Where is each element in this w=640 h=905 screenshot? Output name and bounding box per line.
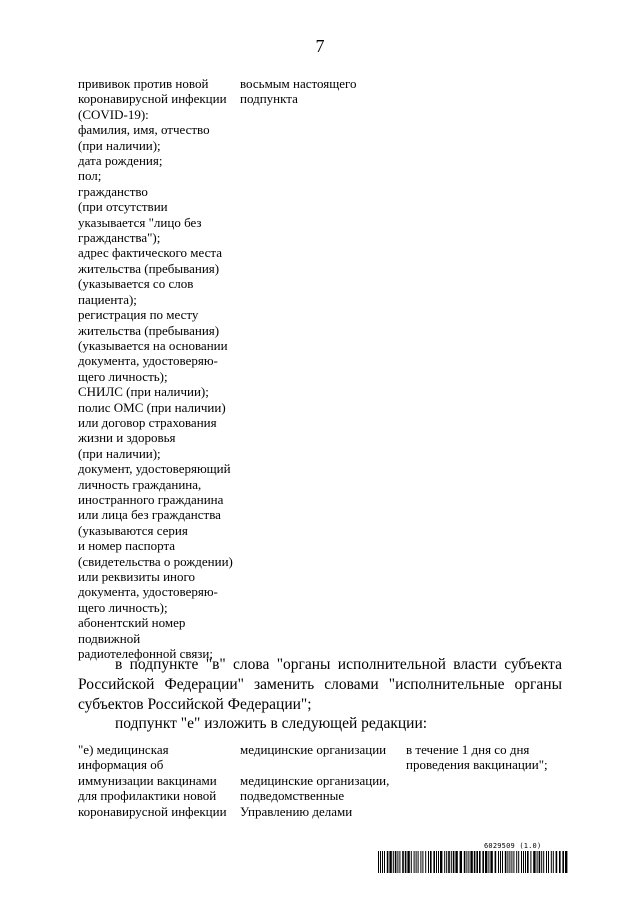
- lower-table-col2-line: [240, 757, 405, 772]
- page-number: 7: [315, 36, 325, 56]
- upper-table-col1-line: указывается "лицо без: [78, 214, 202, 230]
- paragraph-1-line-3: субъектов Российской Федерации";: [78, 696, 312, 713]
- upper-table-col1-line: (свидетельства о рождении): [78, 553, 233, 569]
- lower-table-col1-line: коронавирусной инфекции: [78, 803, 227, 819]
- lower-table-col2-line: медицинские организации: [240, 742, 387, 757]
- lower-table-col1-line: иммунизации вакцинами: [78, 772, 217, 788]
- upper-table-col1-line: иностранного гражданина: [78, 491, 224, 507]
- lower-table-col2-line: Управлению делами: [240, 803, 353, 819]
- lower-table-col3-line: проведения вакцинации";: [406, 757, 548, 773]
- upper-table-col1-line: дата рождения;: [78, 153, 163, 169]
- upper-table-col1-line: жизни и здоровья: [78, 430, 176, 446]
- lower-table-col1-line: информация об: [78, 757, 164, 773]
- upper-table-col1-line: абонентский номер: [78, 615, 186, 631]
- upper-table-col1-line: щего личность);: [78, 368, 168, 384]
- upper-table-col1-line: прививок против новой: [78, 76, 209, 91]
- upper-table-col1-line: подвижной: [78, 630, 141, 646]
- lower-table-column-2: [240, 742, 405, 819]
- upper-table-col1-line: полис ОМС (при наличии): [78, 399, 226, 415]
- upper-table-col1-line: адрес фактического места: [78, 245, 222, 261]
- upper-table-column-1: [78, 76, 243, 661]
- upper-table-col1-line: фамилия, имя, отчество: [78, 122, 210, 138]
- upper-table-col1-line: радиотелефонной связи;: [78, 646, 214, 662]
- upper-table-col1-line: (указывается на основании: [78, 337, 228, 353]
- upper-table-col1-line: щего личность);: [78, 599, 168, 615]
- amendment-paragraph-1: [78, 655, 562, 715]
- upper-table-col1-line: документ, удостоверяющий: [78, 461, 231, 477]
- barcode: [378, 851, 568, 873]
- upper-table-col1-line: или реквизиты иного: [78, 569, 196, 584]
- upper-table-col1-line: или лица без гражданства: [78, 507, 221, 523]
- upper-table-col1-line: (указывается со слов: [78, 276, 194, 292]
- lower-table-col3-line: в течение 1 дня со дня: [406, 742, 530, 757]
- upper-table-col1-line: (указываются серия: [78, 522, 188, 538]
- upper-table-col2-line: восьмым настоящего: [240, 76, 357, 91]
- upper-table-col1-line: (при наличии);: [78, 445, 161, 461]
- upper-table-col1-line: гражданство: [78, 183, 148, 199]
- upper-table-col1-line: (при отсутствии: [78, 199, 168, 215]
- barcode-label: 6029509 (1.0): [484, 842, 542, 850]
- lower-table-col1-line: для профилактики новой: [78, 788, 217, 804]
- upper-table-col1-line: коронавирусной инфекции: [78, 91, 227, 107]
- upper-table-col1-line: документа, удостоверяю-: [78, 353, 218, 369]
- upper-table-col1-line: гражданства");: [78, 230, 161, 246]
- upper-table-col2-line: подпункта: [240, 91, 298, 107]
- lower-table-col2-line: подведомственные: [240, 788, 345, 804]
- upper-table-col1-line: СНИЛС (при наличии);: [78, 384, 209, 400]
- lower-table-col2-line: медицинские организации,: [240, 772, 390, 788]
- paragraph-1-line-2: Российской Федерации" заменить словами "исполнительные органы: [78, 676, 562, 693]
- upper-table-col1-line: пол;: [78, 168, 102, 184]
- upper-table-col1-line: регистрация по месту: [78, 307, 199, 323]
- lower-table-column-3: [406, 742, 566, 773]
- upper-table-column-2: [240, 76, 400, 107]
- upper-table-col1-line: или договор страхования: [78, 414, 217, 430]
- lower-table-col1-line: "е) медицинская: [78, 742, 169, 757]
- upper-table-col1-line: документа, удостоверяю-: [78, 584, 218, 600]
- upper-table-col1-line: (при наличии);: [78, 137, 161, 153]
- lower-table-column-1: [78, 742, 238, 819]
- upper-table-col1-line: личность гражданина,: [78, 476, 202, 492]
- upper-table-col1-line: пациента);: [78, 291, 137, 307]
- upper-table-col1-line: жительства (пребывания): [78, 260, 220, 276]
- paragraph-1-line-1: в подпункте "в" слова "органы исполнительной власти субъекта: [115, 656, 562, 673]
- upper-table-col1-line: жительства (пребывания): [78, 322, 220, 338]
- upper-table-col1-line: и номер паспорта: [78, 538, 176, 554]
- amendment-paragraph-2: подпункт "е" изложить в следующей редакции:: [115, 715, 428, 732]
- upper-table-col1-line: (COVID-19):: [78, 106, 149, 122]
